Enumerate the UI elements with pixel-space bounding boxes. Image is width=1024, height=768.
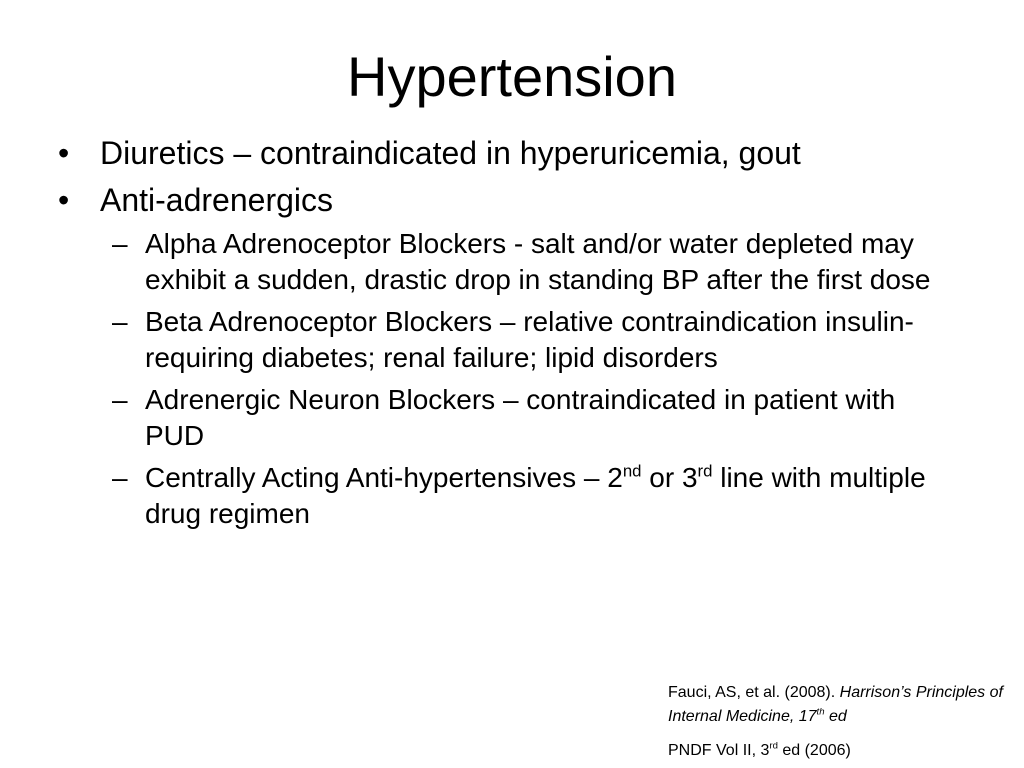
- bullet-list: [58, 134, 938, 540]
- dash-marker: –: [112, 228, 128, 259]
- sub-item-beta-blockers: [100, 304, 938, 376]
- sub-item-text: Alpha Adrenoceptor Blockers - salt and/or water depleted may exhibit a sudden, drastic drop in standing BP after the first dose: [145, 228, 931, 295]
- ordinal-suffix: rd: [697, 461, 713, 481]
- citation-pndf: [668, 739, 1018, 763]
- ordinal-suffix: nd: [622, 461, 642, 481]
- citation-pndf-text: PNDF Vol II, 3: [668, 742, 770, 759]
- dash-marker: –: [112, 462, 128, 493]
- citation-book-title: Harrison’s Principles of Internal Medicine, 17: [668, 684, 1003, 725]
- dash-marker: –: [112, 306, 128, 337]
- bullet-text: Diuretics – contraindicated in hyperuricemia, gout: [100, 135, 801, 171]
- citation-edition: ed: [824, 708, 847, 725]
- citation-block: [668, 681, 1018, 763]
- citation-pndf-end: ed (2006): [777, 742, 851, 759]
- sub-item-text-start: Centrally Acting Anti-hypertensives – 2: [145, 462, 623, 493]
- citation-harrisons: [668, 681, 1018, 729]
- sub-item-text: Adrenergic Neuron Blockers – contraindicated in patient with PUD: [145, 384, 896, 451]
- bullet-item-anti-adrenergics: [58, 181, 938, 532]
- sub-list: [100, 226, 938, 532]
- bullet-item-diuretics: [58, 134, 938, 173]
- dash-marker: –: [112, 384, 128, 415]
- slide-title: Hypertension: [347, 45, 677, 108]
- bullet-marker: •: [58, 182, 70, 218]
- sub-item-neuron-blockers: [100, 382, 938, 454]
- citation-authors: Fauci, AS, et al. (2008).: [668, 684, 840, 701]
- ordinal-suffix: th: [816, 706, 825, 718]
- sub-item-text: Beta Adrenoceptor Blockers – relative contraindication insulin-requiring diabetes; renal failure; lipid disorders: [145, 306, 914, 373]
- sub-item-text-mid: or 3: [641, 462, 698, 493]
- sub-item-text-end: line with multiple drug regimen: [145, 462, 926, 529]
- bullet-text: Anti-adrenergics: [100, 182, 333, 218]
- sub-item-alpha-blockers: [100, 226, 938, 298]
- sub-item-centrally-acting: [100, 460, 938, 532]
- bullet-marker: •: [58, 135, 70, 171]
- ordinal-suffix: rd: [769, 740, 778, 752]
